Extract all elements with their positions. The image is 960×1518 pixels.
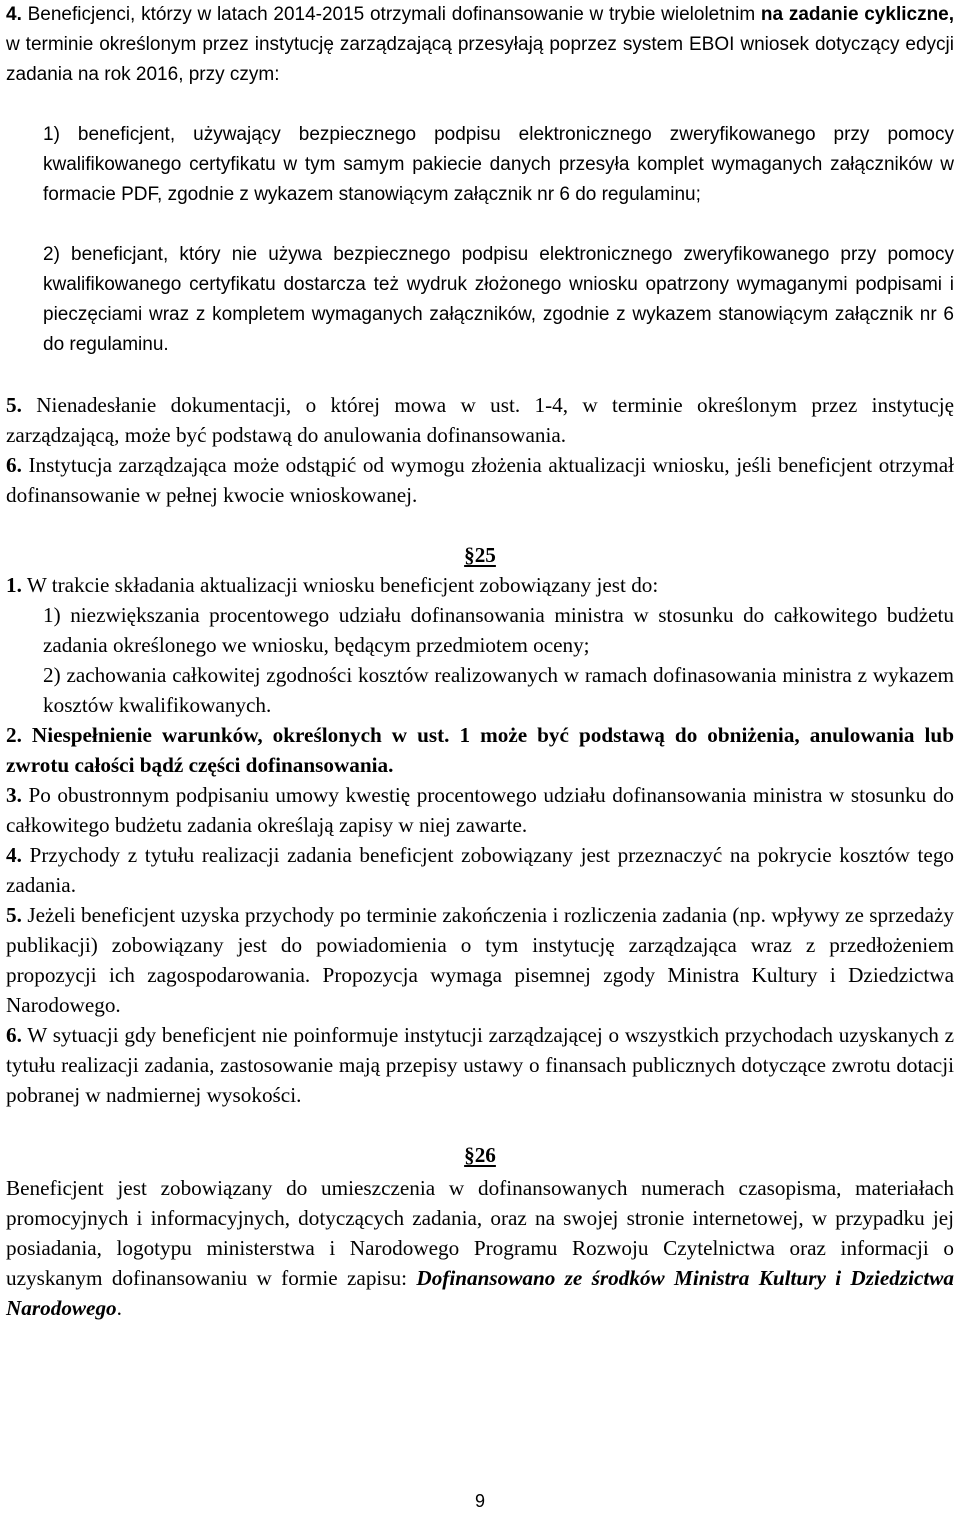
paragraph-text: W sytuacji gdy beneficjent nie poinformuje instytucji zarządzającej o wszystkich przychodach uzyskanych z tytułu realizacji zadania, zastosowanie mają przepisy ustawy o finansach publicznych dotyczące zwrotu dotacji pobranej w nadmiernej wysokości. bbox=[6, 1023, 955, 1107]
s25-paragraph-3 bbox=[6, 780, 954, 840]
paragraph-number: 6. bbox=[6, 453, 22, 477]
paragraph-end: . bbox=[116, 1296, 122, 1320]
s25-paragraph-5 bbox=[6, 900, 954, 1020]
paragraph-number: 1. bbox=[6, 573, 22, 597]
s26-paragraph bbox=[6, 1173, 954, 1323]
paragraph-number: 6. bbox=[6, 1023, 22, 1047]
paragraph-number: 5. bbox=[6, 393, 22, 417]
paragraph-4 bbox=[6, 0, 954, 90]
section-heading-26: §26 bbox=[464, 1143, 496, 1167]
paragraph-text: Instytucja zarządzająca może odstąpić od wymogu złożenia aktualizacji wniosku, jeśli beneficjent otrzymał dofinansowanie w pełnej kwocie wnioskowanej. bbox=[6, 453, 954, 507]
s25-paragraph-2 bbox=[6, 720, 954, 780]
paragraph-number: 3. bbox=[6, 783, 22, 807]
s25-paragraph-1 bbox=[6, 570, 954, 600]
paragraph-number: 2. bbox=[6, 723, 22, 747]
paragraph-number: 4. bbox=[6, 843, 22, 867]
paragraph-text: Beneficjent jest zobowiązany do umieszczenia w dofinansowanych numerach czasopisma, materiałach promocyjnych i informacyjnych, dotyczących zadania, oraz na swojej stronie internetowej, w przypadku jej posiadania, logotypu ministerstwa i Narodowego Programu Rozwoju Czytelnictwa oraz informacji o uzyskanym dofinansowaniu w formie zapisu: bbox=[6, 1176, 954, 1290]
paragraph-emphasis: na zadanie cykliczne, bbox=[760, 4, 955, 25]
paragraph-number: 4. bbox=[6, 4, 22, 25]
paragraph-text: Przychody z tytułu realizacji zadania beneficjent zobowiązany jest przeznaczyć na pokrycie kosztów tego zadania. bbox=[6, 843, 955, 897]
paragraph-text: Beneficjenci, którzy w latach 2014-2015 otrzymali dofinansowanie w trybie wieloletnim bbox=[27, 4, 756, 25]
paragraph-5 bbox=[6, 390, 954, 450]
section-heading-25: §25 bbox=[464, 543, 496, 567]
paragraph-text: w terminie określonym przez instytucję zarządzającą przesyłają poprzez system EBOI wniosek dotyczący edycji zadania na rok 2016, przy czym: bbox=[6, 34, 954, 85]
paragraph-text: Niespełnienie warunków, określonych w ust. 1 może być podstawą do obniżenia, anulowania lub zwrotu całości bądź części dofinansowania. bbox=[6, 723, 954, 777]
page-number: 9 bbox=[474, 1491, 485, 1511]
s25-paragraph-1-item-1: 1) niezwiększania procentowego udziału dofinansowania ministra w stosunku do całkowitego budżetu zadania określonego we wniosku, będącym przedmiotem oceny; bbox=[43, 603, 954, 657]
paragraph-6 bbox=[6, 450, 954, 510]
s25-paragraph-1-item-2: 2) zachowania całkowitej zgodności kosztów realizowanych w ramach dofinasowania ministra z wykazem kosztów kwalifikowanych. bbox=[43, 663, 954, 717]
s25-paragraph-4 bbox=[6, 840, 954, 900]
paragraph-number: 5. bbox=[6, 903, 22, 927]
paragraph-4-item-1: 1) beneficjent, używający bezpiecznego podpisu elektronicznego zweryfikowanego przy pomocy kwalifikowanego certyfikatu w tym samym pakiecie danych przesyła komplet wymaganych załączników w formacie PDF, zgodnie z wykazem stanowiącym załącznik nr 6 do regulaminu; bbox=[43, 124, 954, 205]
paragraph-text: W trakcie składania aktualizacji wniosku beneficjent zobowiązany jest do: bbox=[26, 573, 659, 597]
paragraph-text: Jeżeli beneficjent uzyska przychody po terminie zakończenia i rozliczenia zadania (np. wpływy ze sprzedaży publikacji) zobowiązany jest do powiadomienia o tym instytucję zarządzająca wraz z przedłożeniem propozycji ich zagospodarowania. Propozycja wymaga pisemnej zgody Ministra Kultury i Dziedzictwa Narodowego. bbox=[6, 903, 955, 1017]
s25-paragraph-6 bbox=[6, 1020, 954, 1110]
paragraph-4-item-2: 2) beneficjant, który nie używa bezpiecznego podpisu elektronicznego zweryfikowanego przy pomocy kwalifikowanego certyfikatu dostarcza też wydruk złożonego wniosku opatrzony wymaganymi podpisami i pieczęciami wraz z kompletem wymaganych załączników, zgodnie z wykazem stanowiącym załącznik nr 6 do regulaminu. bbox=[43, 244, 954, 355]
paragraph-text: Po obustronnym podpisaniu umowy kwestię procentowego udziału dofinansowania ministra w stosunku do całkowitego budżetu zadania określają zapisy w niej zawarte. bbox=[6, 783, 955, 837]
funding-formula: Dofinansowano ze środków Ministra Kultury i Dziedzictwa Narodowego bbox=[6, 1266, 955, 1320]
paragraph-text: Nienadesłanie dokumentacji, o której mowa w ust. 1-4, w terminie określonym przez instytucję zarządzającą, może być podstawą do anulowania dofinansowania. bbox=[6, 393, 954, 447]
